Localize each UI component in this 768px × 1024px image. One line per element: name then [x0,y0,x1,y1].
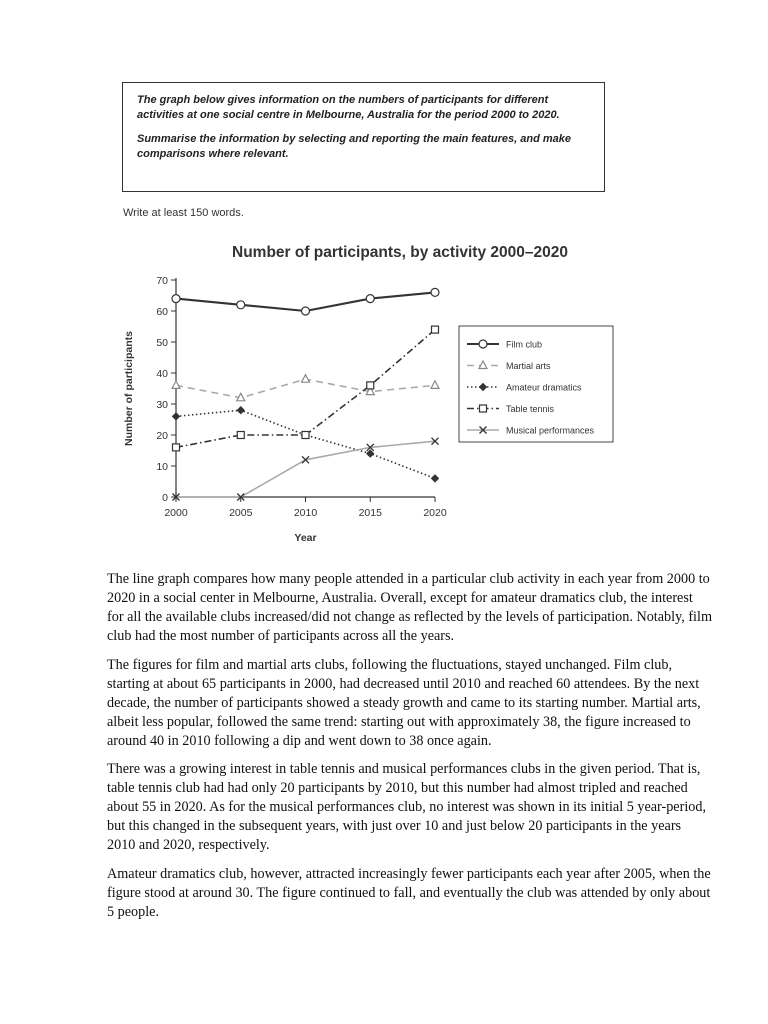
x-tick-label: 2005 [229,507,253,519]
y-tick-label: 0 [162,492,168,504]
data-point-table-tennis [432,326,439,333]
chart-svg [110,228,620,558]
task-prompt-box [122,82,605,192]
data-point-table-tennis [367,382,374,389]
task-instruction-text: Summarise the information by selecting and reporting the main features, and make comparisons where relevant. [137,133,571,160]
data-point-amateur-dramatics [173,413,180,420]
y-tick-label: 10 [156,461,168,473]
data-point-film-club [431,288,439,296]
legend-label-amateur-dramatics: Amateur dramatics [506,382,582,393]
y-tick-label: 50 [156,337,168,349]
y-axis-label: Number of participants [123,331,135,446]
legend-label-film-club: Film club [506,339,543,350]
series-line-table-tennis [176,330,435,448]
y-tick-label: 20 [156,430,168,442]
chart-title: Number of participants, by activity 2000–2020 [232,244,568,261]
data-point-amateur-dramatics [237,407,244,414]
data-point-film-club [237,301,245,309]
data-point-table-tennis [302,432,309,439]
y-tick-label: 40 [156,368,168,380]
y-tick-label: 60 [156,306,168,318]
task-prompt-text: The graph below gives information on the numbers of participants for different activities at one social centre in Melbourne, Australia for the period 2000 to 2020. [137,94,560,121]
essay-paragraph-2: The figures for film and martial arts clubs, following the fluctuations, stayed unchanged. Film club, starting at about 65 participants in 2000, had decreased until 2010 and reached 60 attendees. By the next decade, the number of participants showed a steady growth and came to its starting number. Martial arts, albeit less popular, followed the same trend: starting out with approximately 38, the figure increased to around 40 in 2010 following a dip and went down to 38 once again. [107,656,701,749]
data-point-table-tennis [237,432,244,439]
legend-marker-table-tennis [480,405,487,412]
legend-marker-film-club [479,340,487,348]
data-point-table-tennis [173,444,180,451]
legend-label-martial-arts: Martial arts [506,361,551,371]
series-line-musical-performances [176,441,435,497]
y-tick-label: 70 [156,275,168,287]
essay-paragraph-4: Amateur dramatics club, however, attracted increasingly fewer participants each year after 2005, when the figure stood at around 30. The figure continued to fall, and eventually the club was attended by only about 5 people. [107,865,711,920]
essay [107,570,712,931]
data-point-martial-arts [431,381,439,389]
data-point-film-club [366,295,374,303]
word-count-instruction: Write at least 150 words. [123,207,244,219]
x-tick-label: 2000 [164,507,188,519]
essay-paragraph-1: The line graph compares how many people attended in a particular club activity in each year from 2000 to 2020 in a social center in Melbourne, Australia. Overall, except for amateur dramatics club, the interest for all the available clubs increased/did not change as reflected by the levels of participation. Notably, film club had the most number of participants across all the years. [107,571,712,644]
line-chart [110,228,620,558]
x-axis-label: Year [294,532,317,544]
legend-label-table-tennis: Table tennis [506,404,555,414]
legend-label-musical-performances: Musical performances [506,425,595,436]
data-point-film-club [172,295,180,303]
data-point-martial-arts [172,381,180,389]
x-tick-label: 2010 [293,507,318,519]
x-tick-label: 2020 [423,507,447,519]
data-point-film-club [302,307,310,315]
essay-paragraph-3: There was a growing interest in table tennis and musical performances clubs in the given period. That is, table tennis club had had only 20 participants by 2010, but this number had almost tripled and reached about 55 in 2020. As for the musical performances club, no interest was shown in its initial 5 year-period, but this changed in the subsequent years, with just over 10 and just below 20 participants in the years 2010 and 2020, respectively. [107,761,707,853]
data-point-martial-arts [302,375,310,383]
x-tick-label: 2015 [358,507,382,519]
data-point-amateur-dramatics [367,450,374,457]
y-tick-label: 30 [156,399,168,411]
data-point-amateur-dramatics [432,475,439,482]
